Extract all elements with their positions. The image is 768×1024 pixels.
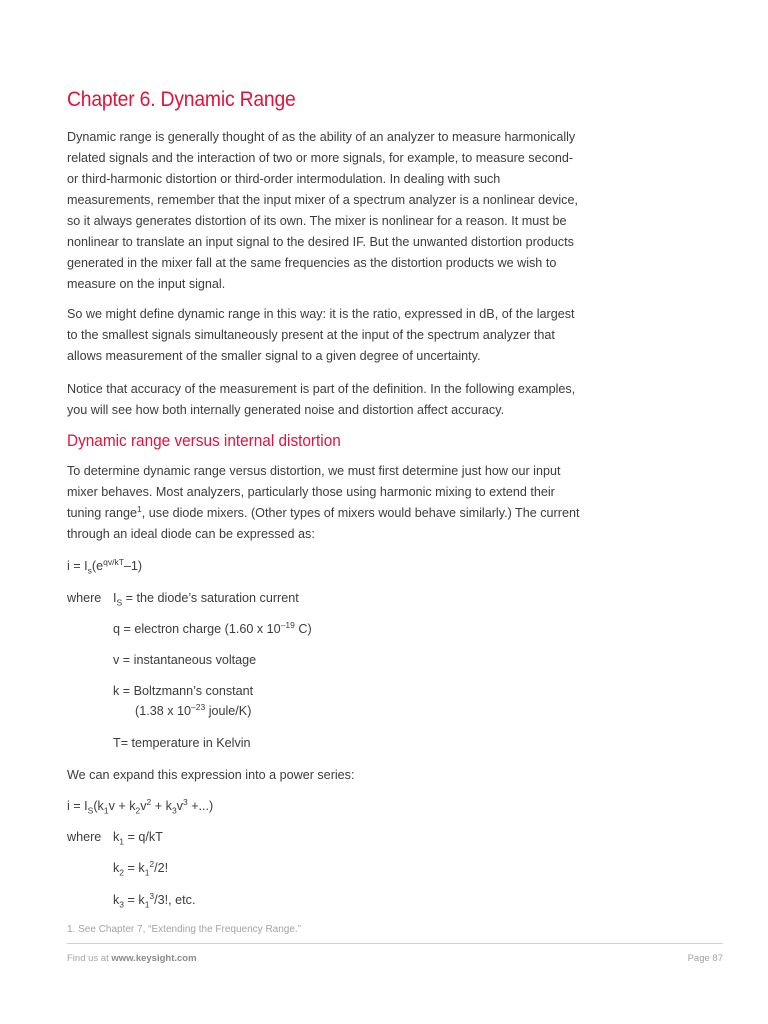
paragraph-intro: Dynamic range is generally thought of as the ability of an analyzer to measure harmonically related signals and the interaction of two or more signals, for example, to measure second- or third-harmonic distortion or third-order intermodulation. In dealing with such measurements, remember that the input mixer of a spectrum analyzer is a nonlinear device, so it always generates distortion of its own. The mixer is nonlinear for a reason. It must be nonlinear to translate an input signal to the desired IF. But the unwanted distortion products generated in the mixer fall at the same frequencies as the distortion products we wish to measure on the input signal. [67,130,578,291]
footer-find-us-label: Find us at [67,953,109,964]
definition-t: T= temperature in Kelvin [113,736,251,750]
definition-k3: $k_3 = k_1^3/3$!, etc. [113,890,196,910]
definition-v: v = instantaneous voltage [113,653,257,667]
chapter-title: Chapter 6. Dynamic Range [67,88,296,111]
section-heading: Dynamic range versus internal distortion [67,432,341,450]
footer-url-link[interactable]: www.keysight.com [111,953,197,964]
where-label-2: where [67,830,102,844]
footer-find-us [67,953,197,964]
diode-equation: $i = I_s(e^{qv/kT}-1)$ [67,556,143,576]
paragraph-accuracy: Notice that accuracy of the measurement is part of the definition. In the following examples, you will see how both internally generated noise and distortion affect accuracy. [67,382,576,417]
definition-k2: $k_2 = k_1^2/2$! [113,858,169,878]
page-number: Page 87 [687,953,723,964]
where-label-1: where [67,591,102,605]
definition-k: k = Boltzmann’s constant [113,684,254,698]
section-intro [67,461,587,545]
definition-k-value: (1.38 x $10^{-23}$ joule/K) [135,701,252,718]
expand-text: We can expand this expression into a power series: [67,768,355,782]
definition-k1: where $k_1 = q/kT$ [67,827,163,848]
paragraph-definition: So we might define dynamic range in this way: it is the ratio, expressed in dB, of the largest to the smallest signals simultaneously present at the input of the spectrum analyzer that allows measurement of the smaller signal to a given degree of uncertainty. [67,307,575,363]
power-series-equation: $i = I_S(k_1v + k_2v^2 + k_3v^3$ +...) [67,796,214,816]
definition-q: q = electron charge (1.60 x $10^{-19}$ C) [113,619,312,636]
section-intro-text-b: , use diode mixers. (Other types of mixers would behave similarly.) The current through an ideal diode can be expressed as: [67,506,580,541]
footnote-ref: 1 [137,503,142,514]
section-intro-text-a: To determine dynamic range versus distortion, we must first determine just how our input mixer behaves. Most analyzers, particularly those using harmonic mixing to extend their tuning range [67,464,561,520]
definition-is: where $I_S$ = the diode’s saturation current [67,588,299,609]
footnote: 1. See Chapter 7, “Extending the Frequency Range.” [67,924,302,935]
footer-divider [67,943,723,944]
